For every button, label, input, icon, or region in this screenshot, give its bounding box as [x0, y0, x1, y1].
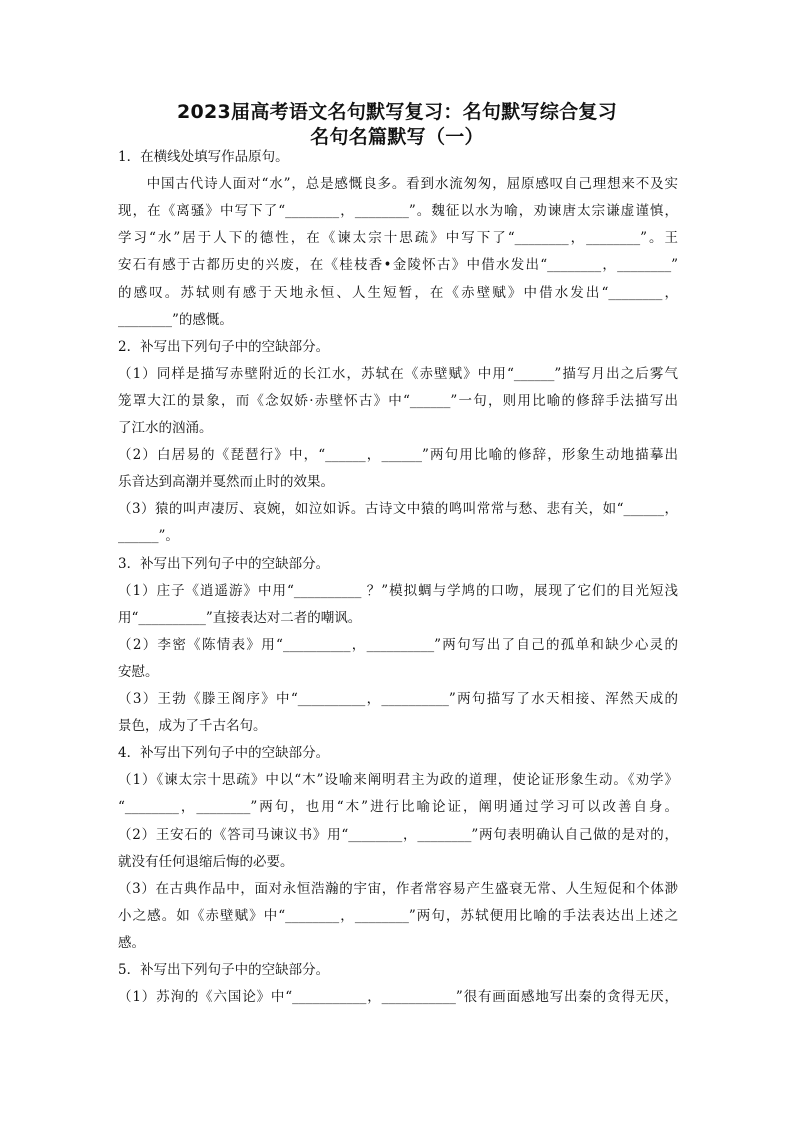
text-line: 用“__________”直接表达对二者的嘲讽。	[118, 609, 362, 626]
text-line: （3）王勃《滕王阁序》中“__________，__________”两句描写了水天相接、浑然天成的	[118, 691, 678, 707]
text-line: （2）王安石的《答司马谏议书》用“________，________”两句表明确认自己做的是对的，	[118, 826, 678, 843]
text-line: 的感叹。苏轼则有感于天地永恒、人生短暂，在《赤壁赋》中借水发出“________，	[118, 284, 678, 301]
text-line: 乐音达到高潮并戛然而止时的效果。	[118, 474, 334, 491]
text-line: 笼罩大江的景象，而《念奴娇·赤壁怀古》中“______”一句，则用比喻的修辞手法描写出	[118, 392, 678, 409]
text-line: （3）在古典作品中，面对永恒浩瀚的宇宙，作者常容易产生盛衰无常、人生短促和个体渺	[118, 880, 678, 897]
text-line: 了江水的汹涌。	[118, 420, 213, 436]
text-line: 安慰。	[118, 663, 159, 680]
text-line: ________”的感慨。	[118, 311, 233, 328]
text-line: 就没有任何退缩后悔的必要。	[118, 853, 294, 870]
text-line: 景色，成为了千古名句。	[118, 718, 267, 735]
text-line: （3）猿的叫声凄厉、哀婉，如泣如诉。古诗文中猿的鸣叫常常与愁、悲有关，如“______，	[118, 501, 678, 518]
text-line: （2）白居易的《琵琶行》中，“______，______”两句用比喻的修辞，形象生动地描摹出	[118, 447, 678, 464]
text-line: 5．补写出下列句子中的空缺部分。	[118, 962, 330, 978]
text-line: ______”。	[118, 528, 179, 545]
text-line: 1．在横线处填写作品原句。	[118, 149, 289, 165]
text-line: 感。	[118, 934, 145, 951]
document-subtitle: 名句名篇默写（一）	[310, 126, 484, 148]
text-line: 4．补写出下列句子中的空缺部分。	[118, 745, 330, 762]
text-line: （1）《谏太宗十思疏》中以“木”设喻来阐明君主为政的道理，使论证形象生动。《劝学》	[118, 772, 678, 789]
text-line: 3．补写出下列句子中的空缺部分。	[118, 555, 330, 572]
text-line: （1）苏洵的《六国论》中“___________，___________”很有画面感地写出秦的贪得无厌，	[118, 989, 678, 1006]
text-line: 现，在《离骚》中写下了“________，________”。魏征以水为喻，劝谏唐太宗谦虚谨慎，	[118, 203, 678, 220]
text-line: 小之感。如《赤壁赋》中“________，________”两句，苏轼便用比喻的手法表达出上述之	[118, 907, 678, 924]
text-line: （1）同样是描写赤壁附近的长江水，苏轼在《赤壁赋》中用“______”描写月出之后雾气	[118, 365, 678, 382]
text-line: 中国古代诗人面对“水”，总是感慨良多。看到水流匆匆，屈原感叹自己理想来不及实	[118, 176, 678, 193]
text-line: 学习“水”居于人下的德性，在《谏太宗十思疏》中写下了“________，________”。王	[118, 230, 678, 247]
text-line: “________，________”两句，也用“木”进行比喻论证，阐明通过学习可以改善自身。	[118, 799, 678, 816]
text-line: （2）李密《陈情表》用“__________，__________”两句写出了自己的孤单和缺少心灵的	[118, 636, 678, 653]
text-line: 安石有感于古都历史的兴废，在《桂枝香•金陵怀古》中借水发出“________，________”	[118, 257, 678, 274]
text-line: 2．补写出下列句子中的空缺部分。	[118, 338, 330, 355]
text-line: （1）庄子《逍遥游》中用“__________ ？”模拟蜩与学鸠的口吻，展现了它们的目光短浅	[118, 582, 678, 599]
document-title: 2023届高考语文名句默写复习：名句默写综合复习	[176, 101, 618, 123]
